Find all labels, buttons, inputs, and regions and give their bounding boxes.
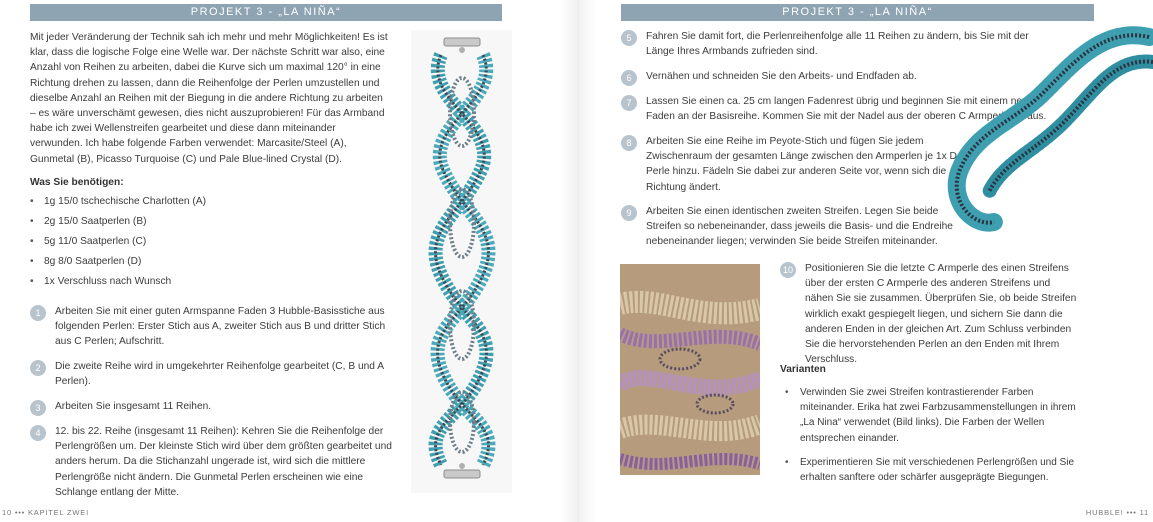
step-text: 12. bis 22. Reihe (insgesamt 11 Reihen): Kehren Sie die Reihenfolge der Perlengrößen um. Der kleinste Stich wird über dem größten gearbeitet und anders herum. Da die Stichanzahl ungerade ist, wird sich die mittlere Perlengröße nicht ändern. Die Gunmetal Perlen erscheinen wie eine Schlange entlang der Mitte. [55,426,392,498]
step-8 [621,134,966,195]
step-number-badge: 2 [30,360,46,376]
variant-closeup-photo [620,264,760,475]
bracelet-illustration [411,30,512,493]
step-text: Positionieren Sie die letzte C Armperle des einen Streifens über der ersten C Armperle des anderen Streifens und nähen Sie sie zusammen. Überprüfen Sie, ob beide Streifen wirklich exakt gespiegelt liegen, und sichern Sie dann die anderen Enden in der gleichen Art. Zum Schluss verbinden Sie die hervorstehenden Perlen an den Enden mit Ihrem Verschluss. [805,263,1077,366]
left-page-banner: PROJEKT 3 - „LA NIÑA“ [30,4,502,21]
materials-item: • 2g 15/0 Saatperlen (B) [30,215,360,235]
step-text: Fahren Sie damit fort, die Perlenreihenfolge alle 11 Reihen zu ändern, bis Sie mit der Länge Ihres Armbands zufrieden sind. [646,31,1029,58]
step-number-badge: 9 [621,205,637,221]
intro-paragraph: Mit jeder Veränderung der Technik sah ich mehr und mehr Möglichkeiten! Es ist klar, dass die logische Folge eine Welle war. Der nächste Schritt war also, eine Anzahl von Reihen zu arbeiten, dabei die Kurve sich um maximal 120° in eine Richtung drehen zu lassen, dann die Reihenfolge der Perlen umzustellen und dieselbe Anzahl an Reihen mit der Biegung in die andere Richtung zu arbeiten – es wäre unverschämt gewesen, dies nicht auszuprobieren! Für das Armband habe ich zwei Wellenstreifen gearbeitet und diese dann miteinander verwunden. Ich habe folgende Farben verwendet: Marcasite/Steel (A), Gunmetal (B), Picasso Turquoise (C) und Pale Blue-lined Crystal (D). [30,32,388,165]
step-9 [621,204,966,250]
step-number-badge: 3 [30,400,46,416]
step-text: Lassen Sie einen ca. 25 cm langen Fadenrest übrig und beginnen Sie mit einem neuen Faden an der Basisreihe. Kommen Sie mit der Nadel aus der oberen C Armperle heraus. [646,96,1047,123]
step-text: Arbeiten Sie mit einer guten Armspanne Faden 3 Hubble-Basisstiche aus folgenden Perlen: Erster Stich aus A, zweiter Stich aus B und dritter Stich aus C Perlen; Aufschritt. [55,306,386,348]
step-number-badge: 10 [780,262,796,278]
step-text: Die zweite Reihe wird in umgekehrter Reihenfolge gearbeitet (C, B und A Perlen). [55,361,384,388]
variants-heading: Varianten [780,364,826,375]
step-1 [30,304,395,350]
step-4 [30,424,395,500]
step-number-badge: 7 [621,95,637,111]
variants-list [790,385,1090,494]
step-number-badge: 1 [30,305,46,321]
materials-item: • 8g 8/0 Saatperlen (D) [30,255,360,275]
step-3 [30,399,395,416]
wave-bracelet-photo [934,22,1153,237]
step-text: Vernähen und schneiden Sie den Arbeits- und Endfaden ab. [646,71,917,82]
materials-list [30,195,360,295]
wave-bracelet-illustration [934,22,1153,237]
step-text: Arbeiten Sie eine Reihe im Peyote-Stich und fügen Sie jedem Zwischenraum der gesamten Länge zwischen den Armperlen je 1x D Perle hinzu. Fädeln Sie dabei zur anderen Seite vor, wenn sich die Richtung ändert. [646,136,957,193]
step-number-badge: 6 [621,70,637,86]
variants-item: • Experimentieren Sie mit verschiedenen Perlengrößen und Sie erhalten sanftere oder schärfer ausgeprägte Biegungen. [790,455,1090,485]
book-gutter [560,0,596,522]
step-2 [30,359,395,389]
materials-item: • 1g 15/0 tschechische Charlotten (A) [30,195,360,215]
variant-closeup-illustration [620,264,760,475]
bracelet-photo [411,30,512,493]
materials-heading: Was Sie benötigen: [30,177,124,188]
step-text: Arbeiten Sie insgesamt 11 Reihen. [55,401,212,412]
step-number-badge: 5 [621,30,637,46]
materials-item: • 5g 11/0 Saatperlen (C) [30,235,360,255]
left-page-footer: 10 ••• KAPITEL ZWEI [2,508,89,517]
step-text: Arbeiten Sie einen identischen zweiten Streifen. Legen Sie beide Streifen so nebeneinander, dass jeweils die Basis- und die Endreihe nebeneinander liegen; verwinden Sie beide Streifen miteinander. [646,206,953,248]
right-page-banner: PROJEKT 3 - „LA NIÑA“ [621,4,1094,21]
right-page-footer: HUBBLE! ••• 11 [1085,508,1149,517]
materials-item: • 1x Verschluss nach Wunsch [30,275,360,295]
step-10 [780,261,1080,367]
variants-item: • Verwinden Sie zwei Streifen kontrastierender Farben miteinander. Erika hat zwei Farbzusammenstellungen in ihrem „La Nina“ verwendet (Bild links). Die Farben der Wellen entsprechen einander. [790,385,1090,446]
step-number-badge: 4 [30,425,46,441]
step-number-badge: 8 [621,135,637,151]
